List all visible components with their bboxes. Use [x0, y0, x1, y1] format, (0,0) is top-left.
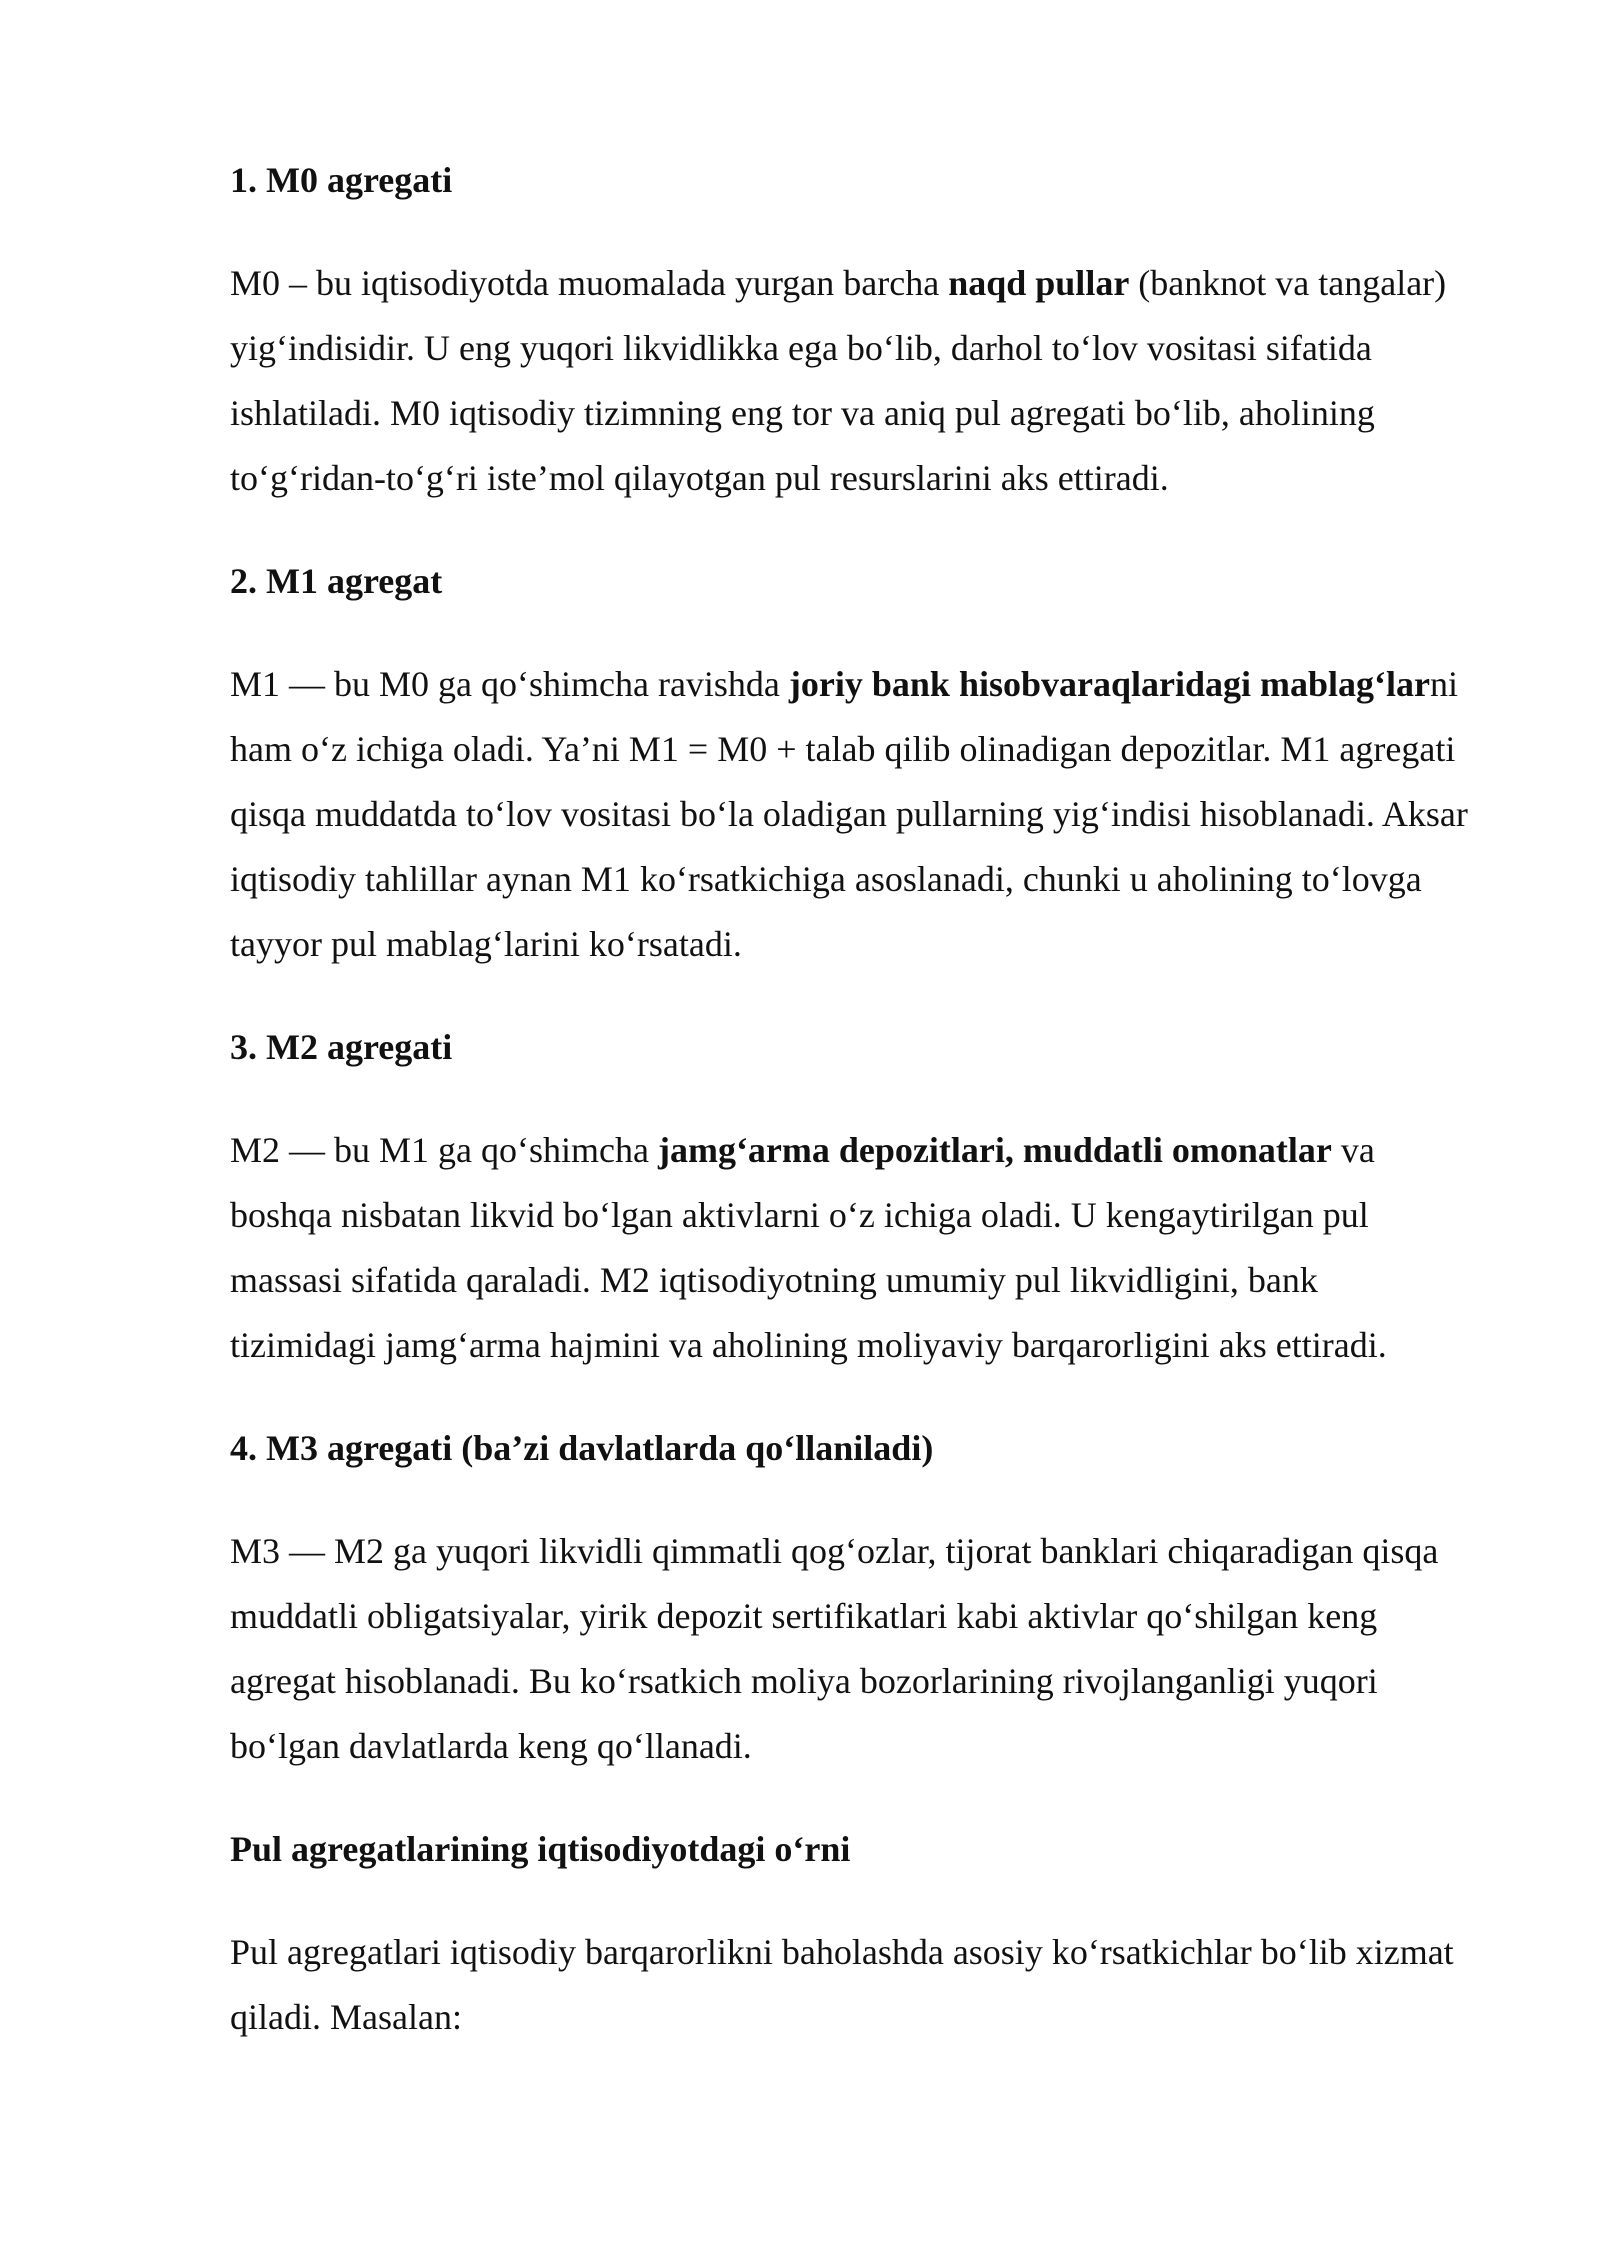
section-paragraph-m2: [230, 1118, 1470, 1378]
paragraph-text: M3 — M2 ga yuqori likvidli qimmatli qog‘ozlar, tijorat banklari chiqaradigan qisqa muddatli obligatsiyalar, yirik depozit sertifikatlari kabi aktivlar qo‘shilgan keng agregat hisoblanadi. Bu ko‘rsatkich moliya bozorlarining rivojlanganligi yuqori bo‘lgan davlatlarda keng qo‘llanadi.: [230, 1531, 1439, 1766]
document-body: [230, 148, 1470, 2050]
paragraph-bold-text: joriy bank hisobvaraqlaridagi mablag‘lar: [788, 664, 1430, 704]
section-paragraph-m3: [230, 1519, 1470, 1779]
paragraph-bold-text: jamg‘arma depozitlari, muddatli omonatlar: [657, 1130, 1332, 1170]
section-paragraph-m0: [230, 251, 1470, 511]
paragraph-text: Pul agregatlari iqtisodiy barqarorlikni baholashda asosiy ko‘rsatkichlar bo‘lib xizmat qiladi. Masalan:: [230, 1932, 1454, 2037]
section-paragraph-role: [230, 1920, 1470, 2050]
section-heading-role: Pul agregatlarining iqtisodiyotdagi o‘rni: [230, 1829, 851, 1869]
section-paragraph-m1: [230, 652, 1470, 977]
paragraph-text: (banknot va tangalar) yig‘indisidir. U eng yuqori likvidlikka ega bo‘lib, darhol to‘lov vositasi sifatida ishlatiladi. M0 iqtisodiy tizimning eng tor va aniq pul agregati bo‘lib, aholining to‘g‘ridan-to‘g‘ri iste’mol qilayotgan pul resurslarini aks ettiradi.: [230, 263, 1447, 498]
section-heading-m2: 3. M2 agregati: [230, 1027, 453, 1067]
section-heading-m1: 2. M1 agregat: [230, 561, 443, 601]
paragraph-text: M2 — bu M1 ga qo‘shimcha: [230, 1130, 658, 1170]
paragraph-text: va boshqa nisbatan likvid bo‘lgan aktivlarni o‘z ichiga oladi. U kengaytirilgan pul massasi sifatida qaraladi. M2 iqtisodiyotning umumiy pul likvidligini, bank tizimidagi jamg‘arma hajmini va aholining moliyaviy barqarorligini aks ettiradi.: [230, 1130, 1387, 1365]
paragraph-bold-text: naqd pullar: [948, 263, 1130, 303]
section-heading-m0: 1. M0 agregati: [230, 160, 453, 200]
paragraph-text: ni ham o‘z ichiga oladi. Ya’ni M1 = M0 + talab qilib olinadigan depozitlar. M1 agregati qisqa muddatda to‘lov vositasi bo‘la oladigan pullarning yig‘indisi hisoblanadi. Aksar iqtisodiy tahlillar aynan M1 ko‘rsatkichiga asoslanadi, chunki u aholining to‘lovga tayyor pul mablag‘larini ko‘rsatadi.: [230, 664, 1468, 964]
paragraph-text: M1 — bu M0 ga qo‘shimcha ravishda: [230, 664, 789, 704]
paragraph-text: M0 – bu iqtisodiyotda muomalada yurgan barcha: [230, 263, 949, 303]
section-heading-m3: 4. M3 agregati (ba’zi davlatlarda qo‘llaniladi): [230, 1428, 934, 1468]
